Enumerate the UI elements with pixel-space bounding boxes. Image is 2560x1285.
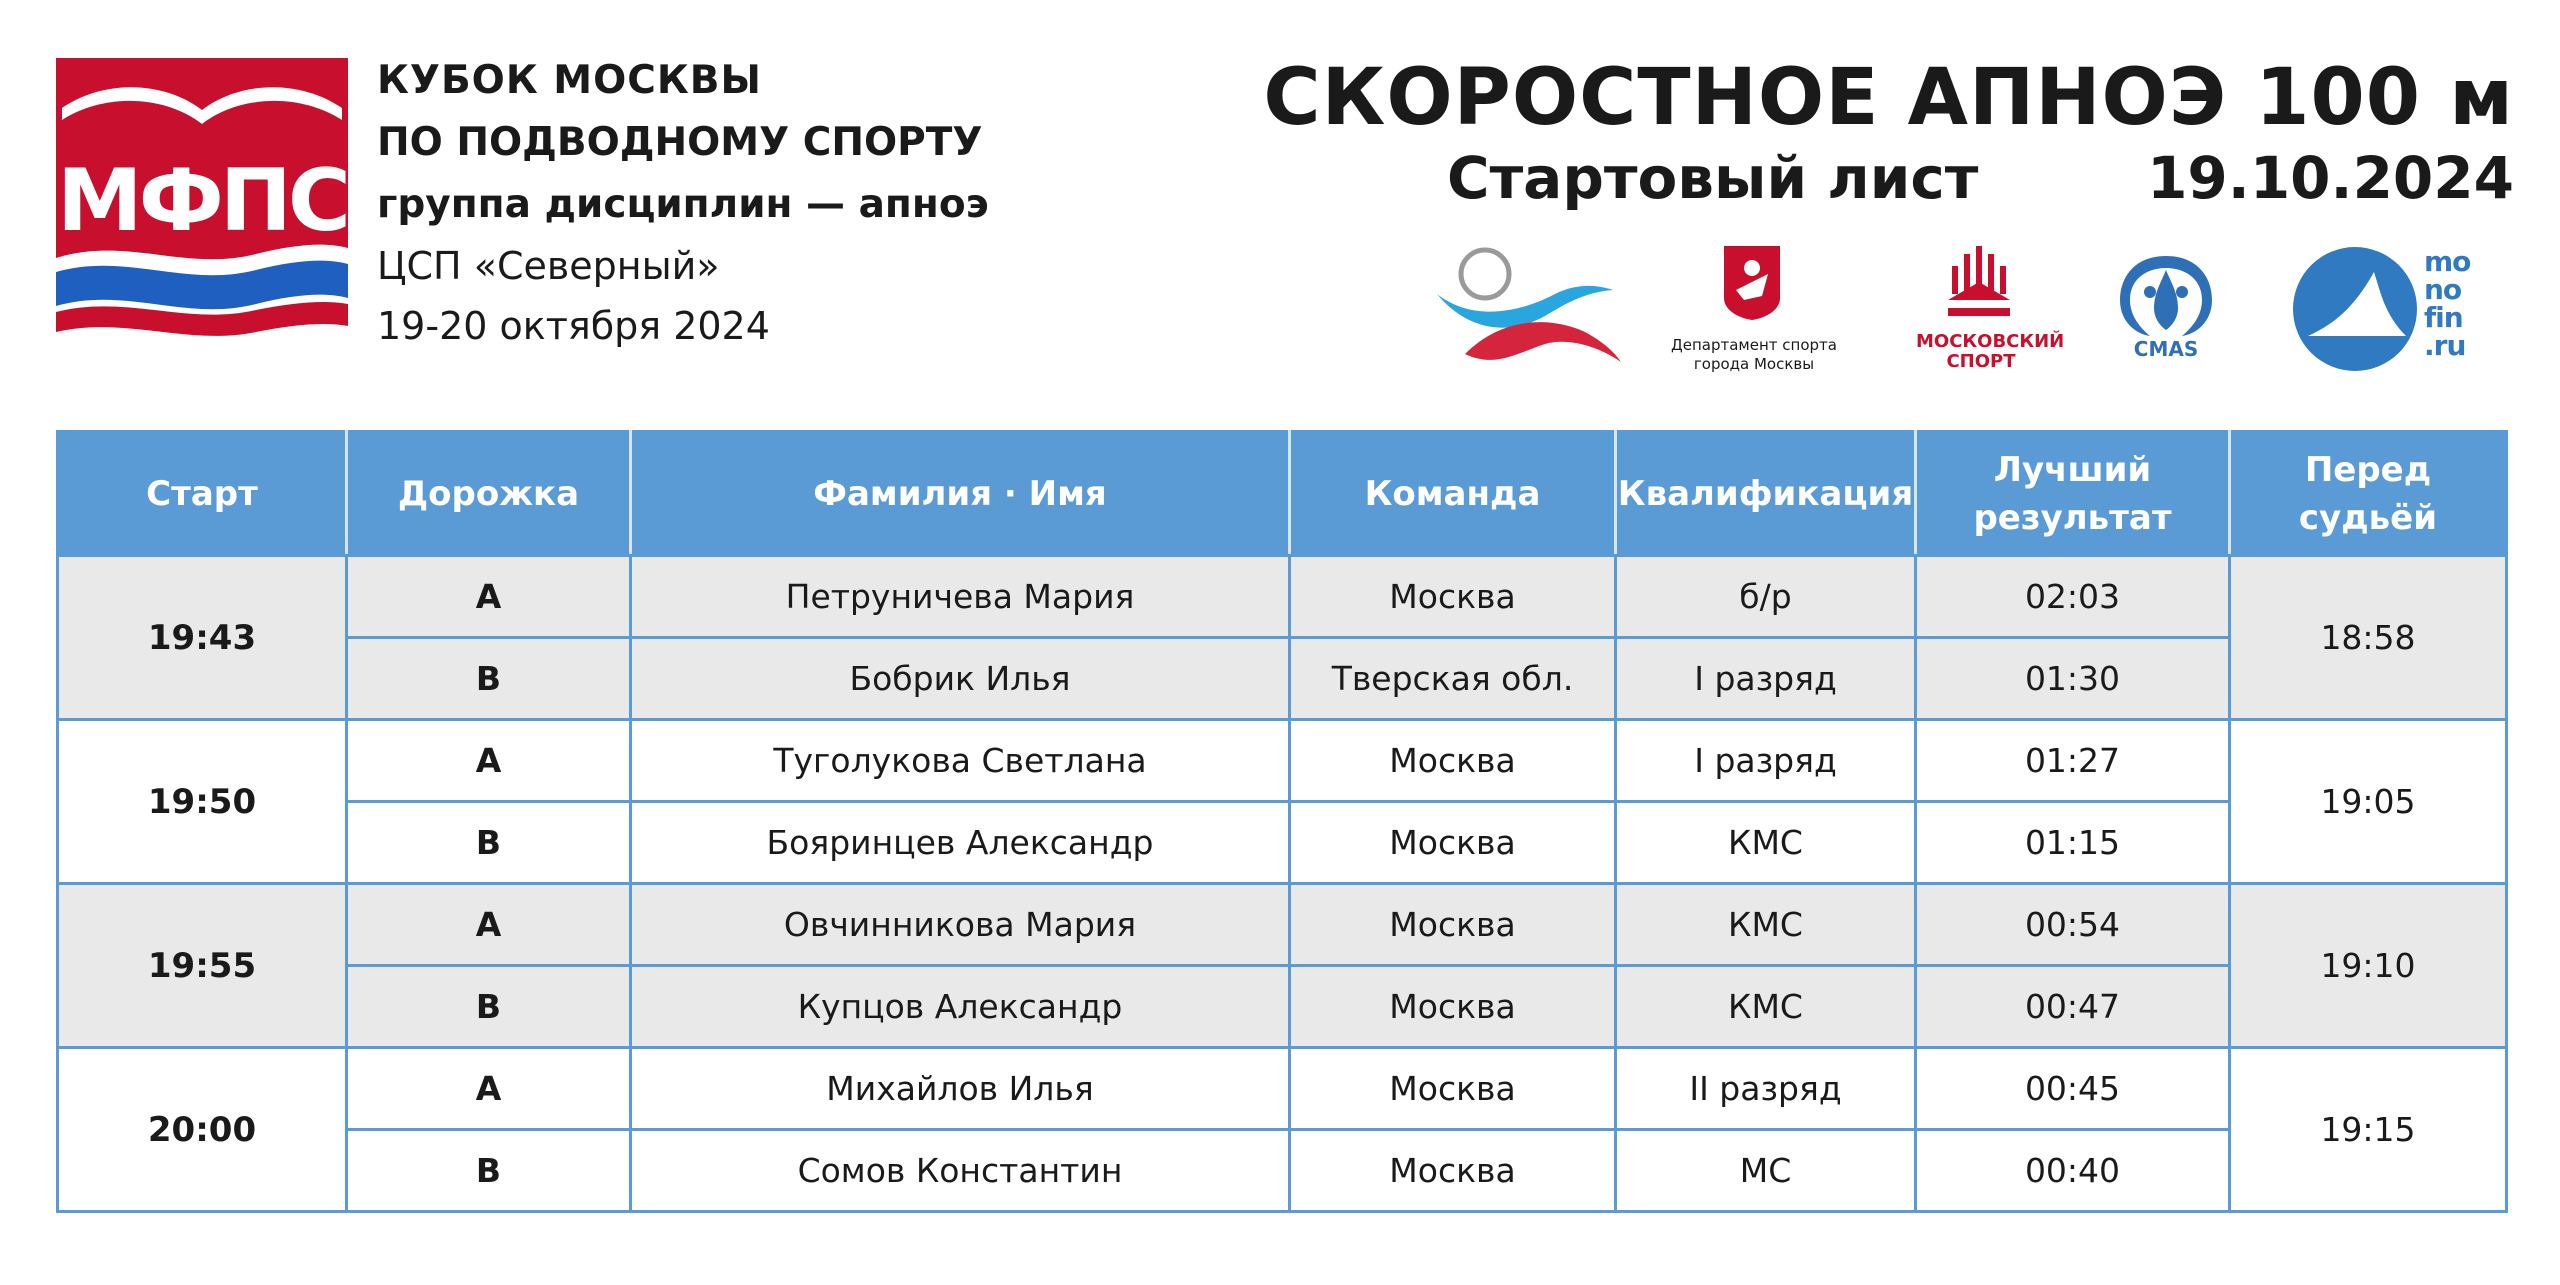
team: Москва (1290, 884, 1616, 966)
table-row (58, 966, 2507, 1048)
best-result: 01:27 (1916, 720, 2230, 802)
table-row (58, 720, 2507, 802)
monofin-line2: no (2424, 273, 2462, 306)
table-row (58, 1130, 2507, 1212)
qualification: I разряд (1616, 720, 1916, 802)
team: Тверская обл. (1290, 638, 1616, 720)
athlete-name: Купцов Александр (631, 966, 1290, 1048)
discipline-title: СКОРОСТНОЕ АПНОЭ 100 м (1263, 53, 2514, 143)
sheet-type: Стартовый лист (1447, 144, 1979, 212)
header-lane: Дорожка (347, 432, 631, 556)
event-discipline-group: группа дисциплин — апноэ (377, 182, 989, 227)
moscow-coat-of-arms-icon (1722, 244, 1782, 322)
dept-sport-caption (1660, 336, 1848, 374)
best-result: 01:15 (1916, 802, 2230, 884)
dept-sport-line2: города Москвы (1693, 355, 1815, 373)
before-judge-time: 19:15 (2230, 1048, 2507, 1212)
monofin-wordmark (2424, 245, 2494, 362)
lane: A (347, 720, 631, 802)
heat-start-time: 19:43 (58, 556, 347, 720)
table-row (58, 802, 2507, 884)
qualification: КМС (1616, 884, 1916, 966)
qualification: II разряд (1616, 1048, 1916, 1130)
moscow-sport-icon (1944, 244, 2014, 328)
federation-swim-logo (1435, 244, 1625, 374)
best-result: 01:30 (1916, 638, 2230, 720)
lane: A (347, 1048, 631, 1130)
cmas-logo (2114, 248, 2218, 358)
athlete-name: Бобрик Илья (631, 638, 1290, 720)
before-judge-time: 19:05 (2230, 720, 2507, 884)
qualification: КМС (1616, 802, 1916, 884)
header-before-judge: Перед судьёй (2230, 432, 2507, 556)
best-result: 00:45 (1916, 1048, 2230, 1130)
table-row (58, 884, 2507, 966)
lane: B (347, 802, 631, 884)
team: Москва (1290, 1048, 1616, 1130)
monofin-line3: fin (2424, 301, 2463, 334)
event-name-line2: ПО ПОДВОДНОМУ СПОРТУ (377, 120, 983, 165)
before-judge-time: 18:58 (2230, 556, 2507, 720)
heat-start-time: 20:00 (58, 1048, 347, 1212)
qualification: КМС (1616, 966, 1916, 1048)
header-start: Старт (58, 432, 347, 556)
best-result: 00:54 (1916, 884, 2230, 966)
event-info (377, 50, 989, 356)
table-row (58, 638, 2507, 720)
athlete-name: Петруничева Мария (631, 556, 1290, 638)
dept-sport-line1: Департамент спорта (1671, 336, 1837, 354)
header-team: Команда (1290, 432, 1616, 556)
event-dates: 19-20 октября 2024 (377, 304, 770, 348)
monofin-line4: .ru (2424, 329, 2466, 362)
moscow-sport-caption (1916, 331, 2065, 372)
lane: B (347, 638, 631, 720)
mfps-logo (56, 58, 348, 340)
best-result: 00:40 (1916, 1130, 2230, 1212)
before-judge-time: 19:10 (2230, 884, 2507, 1048)
header-name: Фамилия · Имя (631, 432, 1290, 556)
table-row (58, 556, 2507, 638)
qualification: МС (1616, 1130, 1916, 1212)
heat-start-time: 19:50 (58, 720, 347, 884)
team: Москва (1290, 556, 1616, 638)
qualification: I разряд (1616, 638, 1916, 720)
sheet-date: 19.10.2024 (2147, 144, 2514, 212)
athlete-name: Туголукова Светлана (631, 720, 1290, 802)
mfps-logo-text: МФПС (57, 151, 347, 251)
athlete-name: Сомов Константин (631, 1130, 1290, 1212)
lane: B (347, 1130, 631, 1212)
team: Москва (1290, 802, 1616, 884)
table-header-row (58, 432, 2507, 556)
best-result: 02:03 (1916, 556, 2230, 638)
team: Москва (1290, 720, 1616, 802)
event-name-line1: КУБОК МОСКВЫ (377, 58, 762, 103)
header-best-line2: результат (1973, 497, 2172, 538)
heat-start-time: 19:55 (58, 884, 347, 1048)
moscow-sport-line1: МОСКОВСКИЙ (1916, 331, 2065, 352)
qualification: б/р (1616, 556, 1916, 638)
header-best-line1: Лучший (1993, 449, 2152, 490)
moscow-sport-line2: СПОРТ (1946, 351, 2016, 372)
athlete-name: Бояринцев Александр (631, 802, 1290, 884)
athlete-name: Михайлов Илья (631, 1048, 1290, 1130)
table-row (58, 1048, 2507, 1130)
monofin-line1: mo (2424, 245, 2471, 278)
athlete-name: Овчинникова Мария (631, 884, 1290, 966)
lane: A (347, 884, 631, 966)
monofin-logo-icon (2290, 244, 2420, 374)
header-qualification: Квалификация (1616, 432, 1916, 556)
cmas-logo-text: CMAS (2133, 337, 2199, 358)
event-venue: ЦСП «Северный» (377, 244, 720, 288)
best-result: 00:47 (1916, 966, 2230, 1048)
team: Москва (1290, 1130, 1616, 1212)
lane: B (347, 966, 631, 1048)
lane: A (347, 556, 631, 638)
header-best-result (1916, 432, 2230, 556)
start-list-table (56, 430, 2508, 1213)
team: Москва (1290, 966, 1616, 1048)
